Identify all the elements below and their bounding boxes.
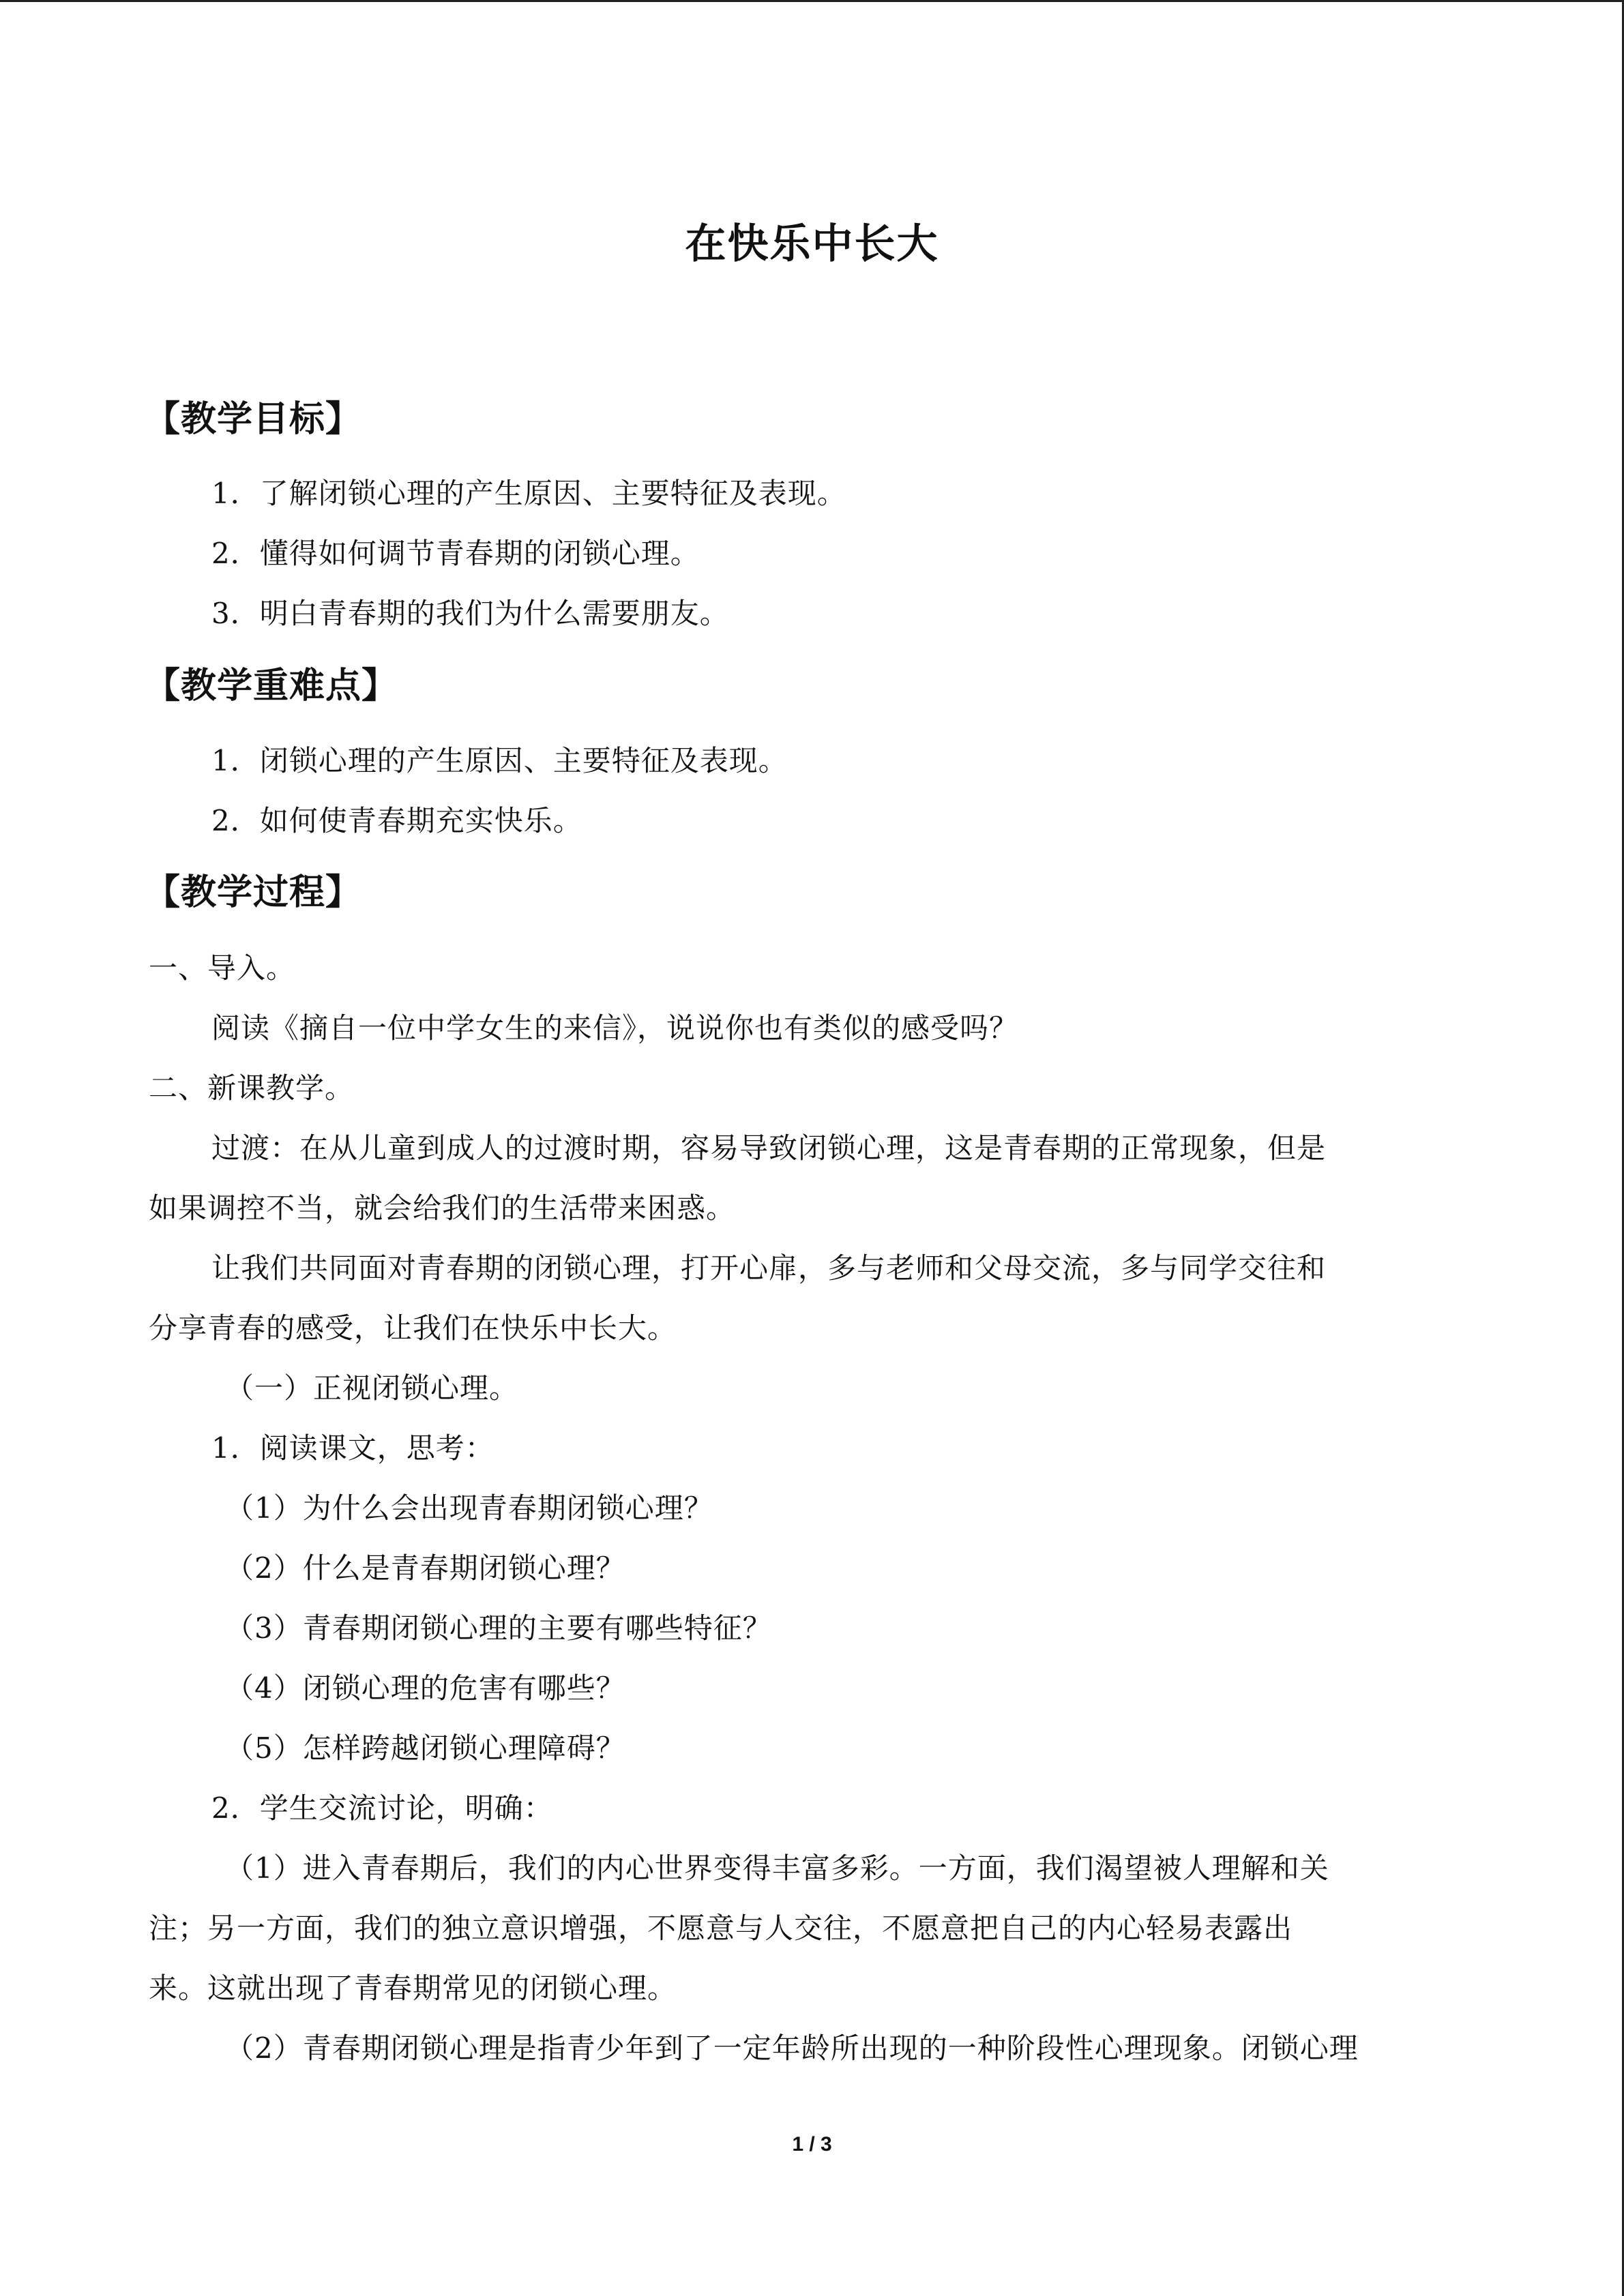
step-1: 1．阅读课文，思考：	[211, 1431, 494, 1465]
paragraph-2-line-2: 分享青春的感受，让我们在快乐中长大。	[149, 1311, 677, 1345]
intro-text: 阅读《摘自一位中学女生的来信》，说说你也有类似的感受吗？	[211, 1011, 1019, 1045]
transition-line-1: 过渡：在从儿童到成人的过渡时期，容易导致闭锁心理，这是青春期的正常现象，但是	[211, 1131, 1327, 1165]
section-heading-keypoints: 【教学重难点】	[145, 666, 398, 706]
page-number: 1 / 3	[792, 2133, 832, 2156]
question-3: （3）青春期闭锁心理的主要有哪些特征？	[225, 1611, 772, 1645]
keypoint-item-1: 1．闭锁心理的产生原因、主要特征及表现。	[211, 744, 788, 777]
document-title: 在快乐中长大	[685, 220, 939, 268]
answer-1-line-2: 注；另一方面，我们的独立意识增强，不愿意与人交往，不愿意把自己的内心轻易表露出	[149, 1911, 1293, 1945]
new-lesson-heading: 二、新课教学。	[149, 1071, 355, 1105]
answer-2-line-1: （2）青春期闭锁心理是指青少年到了一定年龄所出现的一种阶段性心理现象。闭锁心理	[225, 2031, 1359, 2065]
goal-item-3: 3．明白青春期的我们为什么需要朋友。	[211, 597, 729, 630]
question-2: （2）什么是青春期闭锁心理？	[225, 1551, 625, 1585]
step-2: 2．学生交流讨论，明确：	[211, 1791, 553, 1825]
page-border-top	[0, 0, 1624, 2]
section-heading-goals: 【教学目标】	[145, 399, 362, 440]
question-5: （5）怎样跨越闭锁心理障碍？	[225, 1731, 625, 1765]
answer-1-line-1: （1）进入青春期后，我们的内心世界变得丰富多彩。一方面，我们渴望被人理解和关	[225, 1851, 1329, 1885]
keypoint-item-2: 2．如何使青春期充实快乐。	[211, 804, 582, 837]
answer-1-line-3: 来。这就出现了青春期常见的闭锁心理。	[149, 1971, 677, 2005]
section-heading-process: 【教学过程】	[145, 872, 362, 913]
transition-line-2: 如果调控不当，就会给我们的生活带来困惑。	[149, 1191, 736, 1225]
paragraph-2-line-1: 让我们共同面对青春期的闭锁心理，打开心扉，多与老师和父母交流，多与同学交往和	[211, 1251, 1327, 1285]
question-4: （4）闭锁心理的危害有哪些？	[225, 1671, 625, 1705]
goal-item-1: 1．了解闭锁心理的产生原因、主要特征及表现。	[211, 477, 846, 510]
subsection-heading-1: （一）正视闭锁心理。	[225, 1371, 519, 1405]
goal-item-2: 2．懂得如何调节青春期的闭锁心理。	[211, 537, 700, 570]
question-1: （1）为什么会出现青春期闭锁心理？	[225, 1491, 713, 1525]
intro-heading: 一、导入。	[149, 951, 296, 985]
